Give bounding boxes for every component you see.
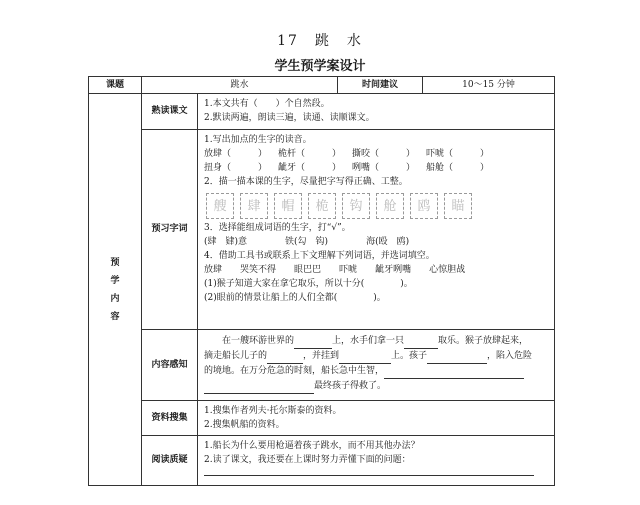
word-item: 龇牙咧嘴: [375, 265, 412, 275]
yuedu-line-2: 2.读了课文，我还要在上课时努力弄懂下面的问题：: [204, 455, 411, 465]
word-item: 哭笑不得: [240, 265, 277, 275]
tracing-boxes: [206, 193, 548, 219]
header-time-value: 10～15 分钟: [423, 77, 555, 94]
worksheet-table: [88, 76, 555, 486]
tracing-char-box: 肆: [240, 193, 268, 219]
worksheet-subtitle: 学生预学案设计: [274, 59, 366, 74]
text-fragment: 上。孩子: [391, 351, 428, 361]
header-topic-value: 跳水: [142, 77, 338, 94]
fill-blank: [339, 353, 391, 364]
label-yuedu: 阅读质疑: [142, 436, 198, 486]
content-yuedu: [198, 436, 555, 486]
section-ganzhi: [89, 330, 555, 401]
header-row: [89, 77, 555, 94]
text-fragment: 在一艘环游世界的: [222, 336, 295, 346]
choice-item: 铁(勾 钩): [285, 237, 329, 247]
word-item: 心惊胆战: [429, 265, 466, 275]
ganzhi-line-1: [204, 334, 548, 349]
fill-blank: [404, 338, 438, 349]
text-fragment: 上，水手们拿一只: [332, 336, 405, 346]
tracing-char-box: 帽: [274, 193, 302, 219]
side-char: 内: [110, 293, 120, 304]
side-label: [89, 94, 142, 486]
label-shudu: 熟读课文: [142, 94, 198, 130]
lesson-title: 17 跳 水: [277, 33, 363, 49]
fill-blank: [427, 353, 487, 364]
fill-blank: [267, 353, 303, 364]
side-char: 预: [110, 257, 120, 268]
ziliao-line-1: 1.搜集作者列夫·托尔斯泰的资料。: [204, 406, 342, 416]
pinyin-item: 咧嘴（ ）: [352, 163, 416, 173]
pinyin-item: 放肆（ ）: [204, 149, 268, 159]
pinyin-item: 桅杆（ ）: [278, 149, 342, 159]
pinyin-row-2: [204, 161, 548, 175]
section-shudu: [89, 94, 555, 130]
tracing-char-box: 钩: [342, 193, 370, 219]
yuxi-l3: 3．选择能组成词语的生字，打“√”。: [204, 223, 351, 233]
fill-blank: [204, 383, 314, 394]
pinyin-item: 撕咬（ ）: [352, 149, 416, 159]
header-topic-label: 课题: [89, 77, 142, 94]
content-yuxi: [198, 130, 555, 330]
section-yuedu: [89, 436, 555, 486]
tracing-char-box: 艘: [206, 193, 234, 219]
fill-blank: [384, 368, 524, 379]
label-ganzhi: 内容感知: [142, 330, 198, 401]
shudu-line-1: 1.本文共有（ ）个自然段。: [204, 99, 330, 109]
fill-question-1: (1)猴子知道大家在拿它取乐，所以十分( )。: [204, 279, 413, 289]
text-fragment: ，陷入危险: [487, 351, 533, 361]
pinyin-row-1: [204, 147, 548, 161]
pinyin-item: 船舱（ ）: [426, 163, 490, 173]
label-yuxi: 预习字词: [142, 130, 198, 330]
yuxi-l2: 2．描一描本课的生字，尽量把字写得正确、工整。: [204, 177, 408, 187]
content-ziliao: [198, 401, 555, 436]
label-ziliao: 资料搜集: [142, 401, 198, 436]
word-item: 眼巴巴: [294, 265, 322, 275]
text-fragment: 取乐。猴子放肆起来，: [438, 336, 529, 346]
fill-blank: [294, 338, 332, 349]
fill-question-2: (2)眼前的情景让船上的人们全都( )。: [204, 293, 386, 303]
shudu-line-2: 2.默读两遍，朗读三遍，读通、读顺课文。: [204, 113, 375, 123]
section-ziliao: [89, 401, 555, 436]
text-fragment: ，并挂到: [303, 351, 340, 361]
answer-line: [204, 475, 534, 476]
tracing-char-box: 桅: [308, 193, 336, 219]
yuxi-l4: 4．借助工具书或联系上下文理解下列词语，并选词填空。: [204, 251, 435, 261]
choice-row: [204, 235, 548, 249]
text-fragment: 最终孩子得救了。: [314, 381, 387, 391]
side-char: 容: [110, 311, 120, 322]
pinyin-item: 吓唬（ ）: [426, 149, 490, 159]
pinyin-item: 扭身（ ）: [204, 163, 268, 173]
content-shudu: [198, 94, 555, 130]
yuxi-l1: 1.写出加点的生字的读音。: [204, 135, 312, 145]
content-ganzhi: [198, 330, 555, 401]
text-fragment: 摘走船长儿子的: [204, 351, 268, 361]
ganzhi-line-2: [204, 349, 548, 364]
tracing-char-box: 瞄: [444, 193, 472, 219]
section-yuxi: [89, 130, 555, 330]
choice-item: 海(殴 鸥): [366, 237, 410, 247]
header-time-label: 时间建议: [338, 77, 423, 94]
word-item: 放肆: [204, 265, 223, 275]
yuedu-line-1: 1.船长为什么要用枪逼着孩子跳水，而不用其他办法？: [204, 441, 420, 451]
ganzhi-line-3: [204, 364, 548, 379]
word-bank: [204, 263, 548, 277]
ziliao-line-2: 2.搜集帆船的资料。: [204, 420, 285, 430]
ganzhi-line-4: [204, 379, 548, 394]
word-item: 吓唬: [339, 265, 358, 275]
choice-item: (肆 肄)意: [204, 237, 248, 247]
pinyin-item: 龇牙（ ）: [278, 163, 342, 173]
text-fragment: 的境地。在万分危急的时刻，船长急中生智，: [204, 366, 385, 376]
side-char: 学: [110, 275, 120, 286]
tracing-char-box: 鸥: [410, 193, 438, 219]
tracing-char-box: 舱: [376, 193, 404, 219]
